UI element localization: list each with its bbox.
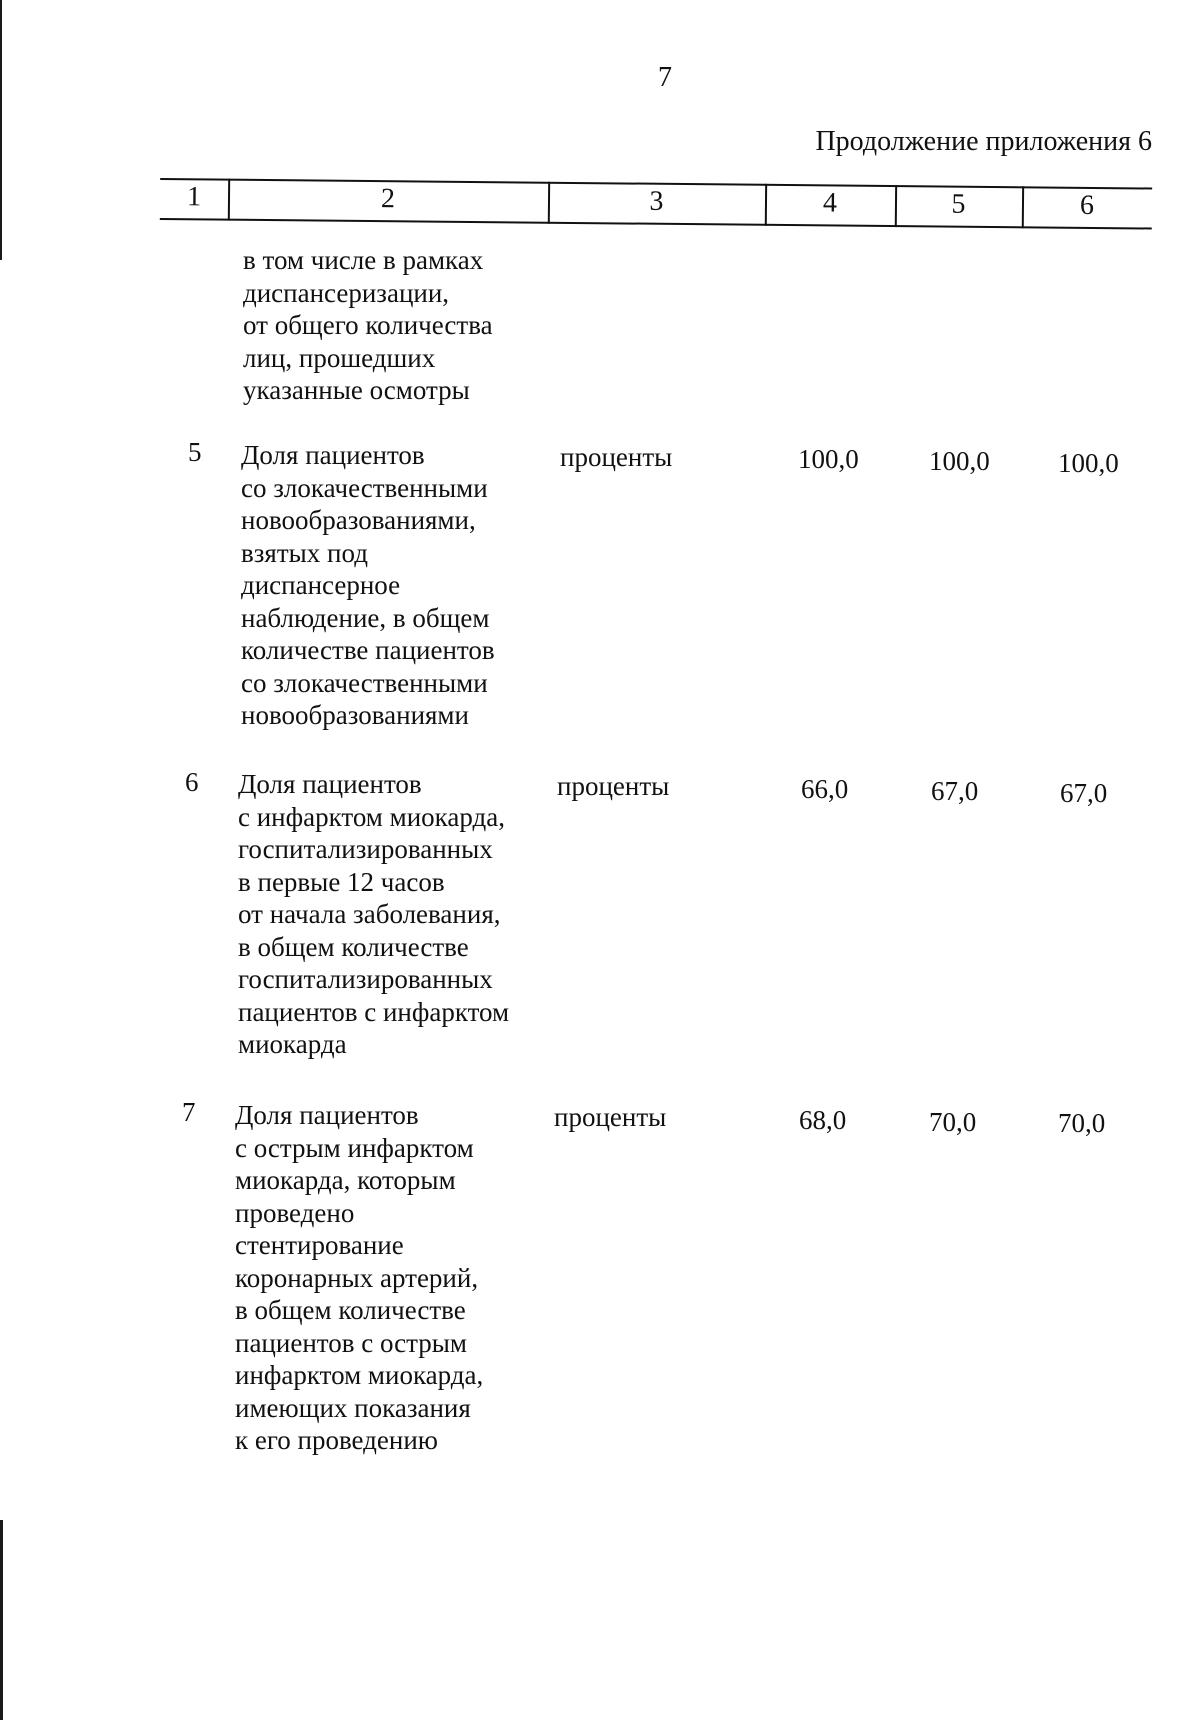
- row-number: 7: [182, 1097, 196, 1127]
- value-col6: 100,0: [1058, 448, 1119, 478]
- header-cell: 5: [951, 188, 966, 220]
- indicator-name: Доля пациентов со злокачественными новообразованиями, взятых под диспансерное наблюдение, в общем количестве пациентов со злокачественными новообразованиями: [241, 440, 495, 730]
- value-col4: 66,0: [801, 774, 849, 804]
- value-col5: 70,0: [929, 1107, 977, 1137]
- value-col4: 68,0: [799, 1105, 847, 1135]
- value-col5: 67,0: [931, 776, 979, 806]
- continuation-text: в том числе в рамках диспансеризации, от общего количества лиц, прошедших указанные осмотры: [243, 245, 493, 405]
- scan-edge-bottom: [0, 1520, 3, 1720]
- indicator-name: Доля пациентов с инфарктом миокарда, госпитализированных в первые 12 часов от начала заболевания, в общем количестве госпитализированных пациентов с инфарктом миокарда: [238, 769, 510, 1059]
- value-col6: 67,0: [1060, 778, 1108, 808]
- row-number: 5: [188, 437, 202, 467]
- value-col5: 100,0: [929, 446, 990, 476]
- unit-cell: проценты: [554, 1102, 667, 1132]
- header-cell: 6: [1079, 189, 1095, 221]
- row-number: 6: [185, 767, 199, 797]
- appendix-caption: Продолжение приложения 6: [815, 126, 1152, 157]
- unit-cell: проценты: [560, 442, 673, 472]
- value-col6: 70,0: [1058, 1108, 1106, 1138]
- header-cell: 1: [186, 181, 202, 213]
- header-cell: 4: [822, 187, 838, 219]
- table-header: [160, 178, 1152, 230]
- unit-cell: проценты: [557, 771, 670, 801]
- scan-edge-top: [0, 0, 2, 260]
- header-cell: 2: [380, 183, 396, 215]
- indicator-name: Доля пациентов с острым инфарктом миокарда, которым проведено стентирование коронарных артерий, в общем количестве пациентов с острым инфарктом миокарда, имеющих показания к его проведению: [235, 1100, 484, 1455]
- page-number: 7: [658, 62, 672, 93]
- value-col4: 100,0: [798, 444, 859, 474]
- header-cell: 3: [649, 185, 664, 217]
